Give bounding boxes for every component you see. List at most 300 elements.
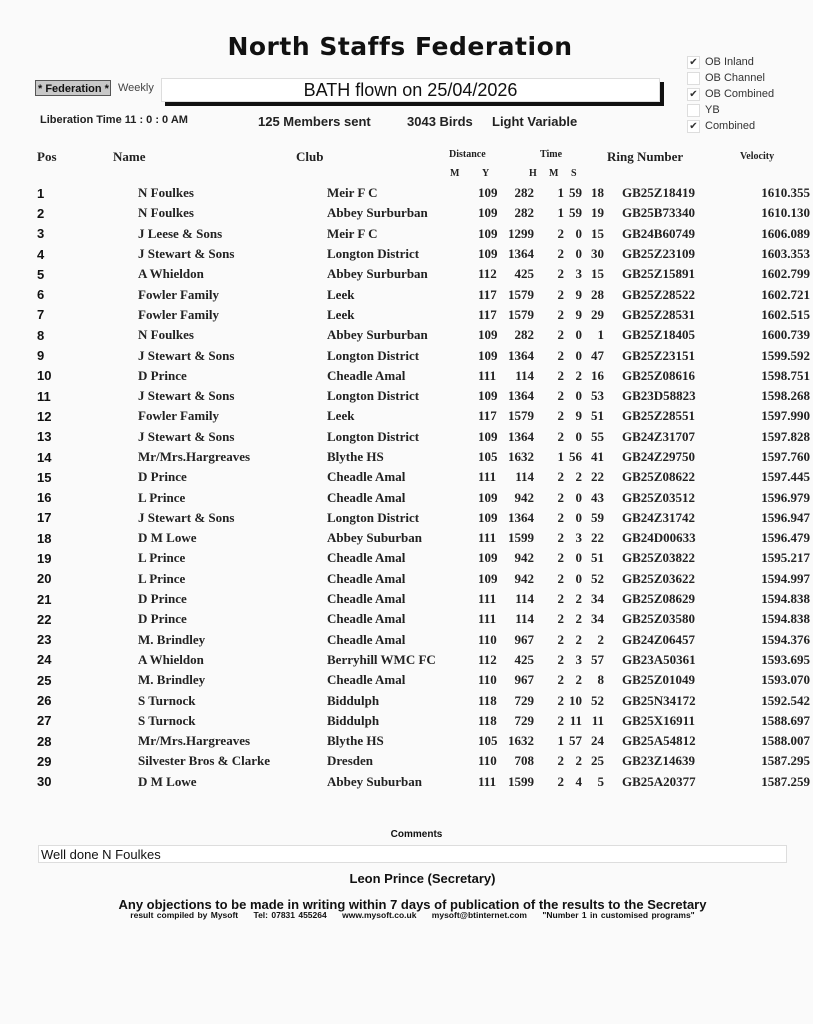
table-row (0, 670, 810, 690)
table-row (0, 630, 810, 650)
fancier-name: N Foulkes (138, 205, 194, 221)
distance-yards: 425 (514, 266, 534, 282)
club-name: Biddulph (327, 692, 380, 708)
club-name: Abbey Suburban (327, 773, 423, 789)
club-name: Dresden (327, 753, 373, 769)
fancier-name: J Leese & Sons (138, 225, 223, 241)
fancier-name: S Turnock (138, 712, 196, 728)
table-row (0, 467, 810, 487)
ring-number: GB25Z23109 (622, 246, 695, 262)
time-hours: 2 (557, 672, 564, 688)
distance-miles: 118 (478, 692, 497, 708)
time-hours: 2 (557, 408, 564, 424)
col-ring: Ring Number (607, 149, 684, 164)
club-name: Longton District (327, 388, 420, 404)
birds-count: 3043 Birds (407, 114, 473, 129)
fancier-name: D Prince (138, 591, 187, 607)
distance-yards: 942 (514, 550, 534, 566)
table-row (0, 244, 810, 264)
race-title: BATH flown on 25/04/2026 (161, 78, 660, 102)
time-hours: 1 (557, 733, 564, 749)
position: 20 (37, 571, 52, 587)
time-seconds: 25 (591, 753, 604, 769)
time-hours: 2 (557, 509, 564, 525)
velocity: 1610.355 (761, 185, 810, 201)
distance-yards: 942 (514, 570, 534, 586)
time-minutes: 2 (575, 591, 582, 607)
fancier-name: L Prince (138, 550, 186, 566)
club-name: Blythe HS (327, 733, 384, 749)
velocity: 1596.479 (761, 530, 810, 546)
distance-miles: 112 (478, 266, 497, 282)
table-row (0, 751, 810, 771)
objections-notice: Any objections to be made in writing within 7 days of publication of the results to the Secretary (118, 897, 707, 912)
time-hours: 2 (557, 773, 564, 789)
table-row (0, 366, 810, 386)
club-name: Cheadle Amal (327, 672, 406, 688)
table-row (0, 427, 810, 447)
time-seconds: 22 (591, 530, 604, 546)
distance-miles: 105 (478, 449, 498, 464)
time-hours: 2 (557, 712, 564, 728)
checkmark-icon: ✔ (689, 88, 698, 100)
velocity: 1610.130 (761, 205, 810, 221)
checkbox[interactable] (687, 56, 700, 69)
velocity: 1606.089 (761, 225, 810, 241)
time-seconds: 41 (591, 449, 604, 464)
time-seconds: 55 (591, 428, 604, 444)
table-row (0, 406, 810, 426)
velocity: 1593.070 (761, 672, 810, 688)
distance-miles: 109 (478, 428, 498, 444)
ring-number: GB25Z03622 (622, 570, 695, 586)
checkbox-row (687, 70, 774, 86)
position: 12 (37, 408, 52, 424)
distance-miles: 110 (478, 672, 497, 688)
position: 3 (37, 226, 45, 242)
time-minutes: 57 (569, 733, 582, 749)
club-name: Biddulph (327, 712, 380, 728)
time-minutes: 9 (575, 408, 582, 424)
time-hours: 2 (557, 591, 564, 607)
time-minutes: 10 (569, 692, 582, 708)
time-seconds: 24 (591, 733, 604, 749)
velocity: 1597.828 (761, 428, 810, 444)
time-seconds: 16 (591, 367, 604, 383)
position: 25 (37, 672, 52, 688)
checkbox[interactable] (687, 88, 700, 101)
distance-miles: 109 (478, 225, 498, 241)
table-row (0, 569, 810, 589)
time-minutes: 9 (575, 286, 582, 302)
fancier-name: J Stewart & Sons (138, 428, 235, 444)
time-minutes: 0 (575, 388, 582, 404)
time-seconds: 2 (597, 631, 604, 647)
distance-miles: 112 (478, 651, 497, 667)
table-row (0, 548, 810, 568)
position: 14 (37, 449, 52, 465)
secretary-name: Leon Prince (Secretary) (349, 871, 496, 886)
time-seconds: 59 (591, 509, 604, 525)
time-seconds: 52 (591, 570, 604, 586)
time-hours: 2 (557, 225, 564, 241)
ring-number: GB25Z18405 (622, 327, 695, 343)
table-row (0, 386, 810, 406)
fancier-name: A Whieldon (138, 651, 204, 667)
time-seconds: 28 (591, 286, 604, 302)
fancier-name: Fowler Family (138, 286, 219, 302)
position: 28 (37, 733, 52, 749)
time-minutes: 2 (575, 367, 582, 383)
club-name: Abbey Surburban (327, 327, 428, 343)
col-time-minutes: M (549, 168, 559, 179)
distance-miles: 109 (478, 570, 498, 586)
time-hours: 2 (557, 327, 564, 343)
position: 10 (37, 368, 52, 384)
velocity: 1603.353 (761, 246, 810, 262)
time-hours: 2 (557, 570, 564, 586)
ring-number: GB23A50361 (622, 651, 696, 667)
velocity: 1602.799 (761, 266, 810, 282)
email-link[interactable]: mysoft@btinternet.com (431, 910, 527, 920)
table-row (0, 731, 810, 751)
fancier-name: A Whieldon (138, 266, 204, 282)
col-time-hours: H (529, 168, 537, 179)
ring-number: GB25Z08622 (622, 469, 695, 485)
position: 7 (37, 307, 45, 323)
time-seconds: 34 (591, 611, 604, 627)
table-row (0, 203, 810, 223)
ring-number: GB25B73340 (622, 205, 695, 221)
table-row (0, 183, 810, 203)
time-seconds: 52 (591, 692, 604, 708)
comments-label: Comments (390, 829, 443, 840)
position: 24 (37, 652, 52, 668)
position: 5 (37, 266, 45, 282)
time-minutes: 0 (575, 509, 582, 525)
distance-miles: 110 (478, 631, 497, 647)
checkbox-row (687, 102, 774, 118)
ring-number: GB25Z01049 (622, 672, 695, 688)
velocity: 1588.697 (761, 712, 810, 728)
time-minutes: 0 (575, 225, 582, 241)
distance-miles: 117 (478, 408, 497, 424)
table-row (0, 589, 810, 609)
ring-number: GB24Z31707 (622, 428, 695, 444)
distance-yards: 1579 (508, 408, 534, 424)
time-seconds: 51 (591, 550, 604, 566)
table-row (0, 528, 810, 548)
time-hours: 1 (557, 205, 564, 221)
fancier-name: D Prince (138, 367, 187, 383)
time-seconds: 30 (591, 246, 604, 262)
distance-yards: 114 (515, 611, 534, 627)
distance-yards: 425 (514, 651, 534, 667)
velocity: 1588.007 (761, 733, 810, 749)
time-seconds: 53 (591, 388, 604, 404)
ring-number: GB25Z15891 (622, 266, 695, 282)
position: 11 (37, 388, 51, 404)
distance-yards: 942 (514, 489, 534, 505)
ring-number: GB25Z23151 (622, 347, 695, 363)
ring-number: GB24Z06457 (622, 631, 695, 647)
position: 30 (37, 774, 52, 790)
velocity: 1592.542 (761, 692, 810, 708)
table-row (0, 345, 810, 365)
distance-yards: 1364 (508, 347, 534, 363)
club-name: Cheadle Amal (327, 611, 406, 627)
club-name: Leek (327, 286, 355, 302)
time-minutes: 3 (575, 530, 582, 546)
distance-yards: 282 (514, 327, 534, 343)
ring-number: GB25X16911 (622, 712, 695, 728)
fancier-name: D Prince (138, 469, 187, 485)
position: 8 (37, 327, 45, 343)
club-name: Cheadle Amal (327, 631, 406, 647)
time-minutes: 0 (575, 570, 582, 586)
position: 22 (37, 611, 52, 627)
ring-number: GB25N34172 (622, 692, 696, 708)
page-title: North Staffs Federation (227, 32, 573, 61)
ring-number: GB25Z28551 (622, 408, 695, 424)
fancier-name: Mr/Mrs.Hargreaves (138, 733, 251, 749)
velocity: 1593.695 (761, 651, 810, 667)
distance-miles: 111 (478, 611, 497, 627)
distance-yards: 1632 (508, 733, 534, 749)
ring-number: GB24B60749 (622, 225, 695, 241)
position: 27 (37, 713, 52, 729)
distance-miles: 109 (478, 205, 498, 221)
checkbox[interactable] (687, 72, 700, 85)
club-name: Cheadle Amal (327, 550, 406, 566)
position: 15 (37, 469, 52, 485)
checkbox[interactable] (687, 120, 700, 133)
ring-number: GB25A54812 (622, 733, 696, 749)
distance-miles: 111 (478, 773, 497, 789)
distance-miles: 109 (478, 550, 498, 566)
velocity: 1595.217 (761, 550, 810, 566)
fancier-name: Fowler Family (138, 408, 219, 424)
time-hours: 2 (557, 266, 564, 282)
table-row (0, 305, 810, 325)
club-name: Leek (327, 408, 355, 424)
table-row (0, 447, 810, 467)
time-hours: 2 (557, 306, 564, 322)
col-dist-miles: M (450, 168, 460, 179)
ring-number: GB23Z14639 (622, 753, 695, 769)
checkbox-label: OB Channel (705, 72, 765, 84)
members-sent: 125 Members sent (258, 114, 371, 129)
distance-miles: 109 (478, 388, 498, 404)
velocity: 1602.515 (761, 306, 810, 322)
time-seconds: 15 (591, 225, 604, 241)
club-name: Abbey Suburban (327, 530, 423, 546)
velocity: 1594.838 (761, 591, 810, 607)
ring-number: GB25Z28531 (622, 306, 695, 322)
col-dist-yards: Y (482, 168, 490, 179)
fancier-name: J Stewart & Sons (138, 509, 235, 525)
col-velocity: Velocity (740, 151, 775, 162)
time-minutes: 9 (575, 306, 582, 322)
ring-number: GB25Z08616 (622, 367, 695, 383)
time-hours: 2 (557, 631, 564, 647)
time-minutes: 56 (569, 449, 582, 464)
time-seconds: 19 (591, 205, 604, 221)
velocity: 1587.259 (761, 773, 810, 789)
ring-number: GB25Z03580 (622, 611, 695, 627)
club-name: Leek (327, 306, 355, 322)
distance-miles: 110 (478, 753, 497, 769)
distance-yards: 114 (515, 469, 534, 485)
time-hours: 2 (557, 611, 564, 627)
time-minutes: 0 (575, 489, 582, 505)
fancier-name: L Prince (138, 489, 186, 505)
distance-yards: 114 (515, 367, 534, 383)
ring-number: GB25Z08629 (622, 591, 695, 607)
weather: Light Variable (492, 114, 578, 129)
time-minutes: 4 (575, 773, 582, 789)
distance-yards: 1599 (508, 773, 534, 789)
distance-yards: 708 (514, 753, 534, 769)
fancier-name: Mr/Mrs.Hargreaves (138, 449, 251, 464)
col-club: Club (296, 149, 324, 164)
fancier-name: N Foulkes (138, 327, 194, 343)
time-seconds: 34 (591, 591, 604, 607)
time-seconds: 29 (591, 306, 604, 322)
checkbox[interactable] (687, 104, 700, 117)
ring-number: GB24D00633 (622, 530, 696, 546)
table-row (0, 264, 810, 284)
position: 26 (37, 693, 52, 709)
distance-yards: 282 (514, 185, 534, 201)
table-row (0, 508, 810, 528)
col-name: Name (113, 149, 146, 164)
club-name: Meir F C (327, 225, 378, 241)
position: 29 (37, 753, 52, 769)
time-minutes: 0 (575, 550, 582, 566)
category-checkboxes (687, 54, 774, 134)
time-hours: 1 (557, 185, 564, 201)
table-row (0, 772, 810, 792)
distance-yards: 967 (514, 631, 534, 647)
distance-miles: 117 (478, 286, 497, 302)
velocity: 1602.721 (761, 286, 810, 302)
ring-number: GB25A20377 (622, 773, 696, 789)
compiled-by-line (0, 910, 813, 920)
club-name: Longton District (327, 509, 420, 525)
time-hours: 2 (557, 651, 564, 667)
ring-number: GB25Z03822 (622, 550, 695, 566)
col-time-seconds: S (571, 168, 577, 179)
checkbox-label: OB Inland (705, 56, 754, 68)
velocity: 1597.760 (761, 449, 810, 464)
time-hours: 2 (557, 286, 564, 302)
table-row (0, 224, 810, 244)
time-hours: 2 (557, 489, 564, 505)
distance-miles: 109 (478, 509, 498, 525)
website-link[interactable]: www.mysoft.co.uk (342, 910, 417, 920)
position: 6 (37, 287, 45, 303)
time-hours: 2 (557, 388, 564, 404)
time-seconds: 8 (597, 672, 604, 688)
table-row (0, 650, 810, 670)
time-hours: 2 (557, 550, 564, 566)
distance-yards: 1299 (508, 225, 534, 241)
distance-miles: 111 (478, 591, 497, 607)
club-name: Berryhill WMC FC (327, 651, 436, 667)
checkbox-label: YB (705, 104, 720, 116)
velocity: 1594.838 (761, 611, 810, 627)
distance-miles: 118 (478, 712, 497, 728)
position: 13 (37, 429, 52, 445)
velocity: 1597.445 (761, 469, 810, 485)
fancier-name: M. Brindley (138, 672, 206, 688)
distance-yards: 1364 (508, 388, 534, 404)
time-seconds: 5 (597, 773, 604, 789)
results-table (0, 183, 810, 792)
distance-yards: 1364 (508, 246, 534, 262)
liberation-time: Liberation Time 11 : 0 : 0 AM (40, 114, 188, 126)
time-hours: 2 (557, 692, 564, 708)
distance-yards: 729 (514, 692, 534, 708)
time-seconds: 47 (591, 347, 604, 363)
time-minutes: 0 (575, 347, 582, 363)
velocity: 1596.947 (761, 509, 810, 525)
club-name: Cheadle Amal (327, 469, 406, 485)
time-hours: 2 (557, 530, 564, 546)
fancier-name: D M Lowe (138, 773, 197, 789)
velocity: 1587.295 (761, 753, 810, 769)
time-minutes: 2 (575, 469, 582, 485)
distance-yards: 1599 (508, 530, 534, 546)
fancier-name: J Stewart & Sons (138, 246, 235, 262)
checkmark-icon: ✔ (689, 56, 698, 68)
time-minutes: 2 (575, 631, 582, 647)
fancier-name: D Prince (138, 611, 187, 627)
distance-yards: 729 (514, 712, 534, 728)
col-pos: Pos (37, 149, 57, 164)
distance-miles: 109 (478, 489, 498, 505)
col-distance: Distance (449, 149, 486, 160)
table-row (0, 325, 810, 345)
club-name: Abbey Surburban (327, 266, 428, 282)
position: 23 (37, 632, 52, 648)
time-minutes: 59 (569, 205, 582, 221)
distance-yards: 114 (515, 591, 534, 607)
table-row (0, 487, 810, 507)
velocity: 1597.990 (761, 408, 810, 424)
position: 17 (37, 510, 52, 526)
position: 9 (37, 348, 45, 364)
fancier-name: S Turnock (138, 692, 196, 708)
federation-badge: * Federation * (35, 80, 111, 96)
telephone: Tel: 07831 455264 (253, 910, 327, 920)
club-name: Longton District (327, 428, 420, 444)
ring-number: GB25Z18419 (622, 185, 695, 201)
fancier-name: Fowler Family (138, 306, 219, 322)
club-name: Blythe HS (327, 449, 384, 464)
club-name: Abbey Surburban (327, 205, 428, 221)
distance-miles: 105 (478, 733, 498, 749)
fancier-name: Silvester Bros & Clarke (138, 753, 271, 769)
compiled-by: result compiled by Mysoft (130, 910, 239, 920)
velocity: 1600.739 (761, 327, 810, 343)
col-time: Time (540, 149, 563, 160)
time-hours: 2 (557, 428, 564, 444)
distance-miles: 111 (478, 367, 497, 383)
table-row (0, 711, 810, 731)
position: 19 (37, 550, 52, 566)
